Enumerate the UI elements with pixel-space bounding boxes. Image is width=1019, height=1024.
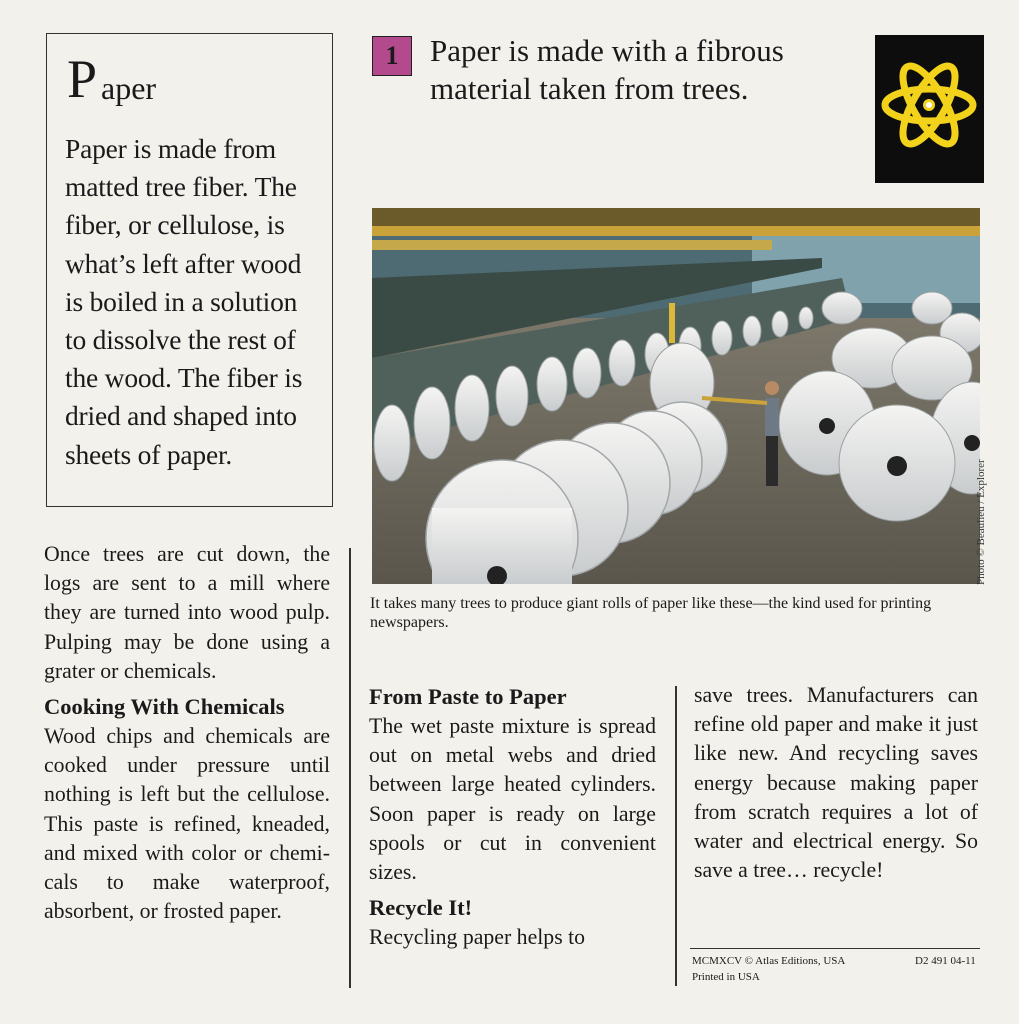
footer-divider	[690, 948, 980, 949]
recycle-paragraph-start: Recycling paper helps to	[369, 925, 586, 950]
photo-caption: It takes many trees to produce giant rolls of paper like these—the kind used for printing newspapers.	[370, 595, 932, 631]
middle-column	[369, 682, 656, 952]
title-box	[46, 33, 333, 507]
title-summary: Paper is made from matted tree fiber. The fiber, or cellulose, is what’s left after wood is boiled in a solution to dissolve the rest of the wood. The fiber is dried and shaped into sheets of paper.	[65, 133, 303, 470]
right-column	[694, 681, 978, 885]
title-rest: aper	[101, 70, 157, 106]
section-heading-paste: From Paste to Paper	[369, 684, 567, 709]
title-initial: P	[67, 49, 98, 109]
photo-credit: Photo © Beaulieu / Explorer	[975, 459, 987, 585]
section-heading-recycle: Recycle It!	[369, 895, 473, 921]
footer-copyright	[692, 953, 845, 985]
atom-icon	[875, 35, 984, 183]
copyright-line: MCMXCV © Atlas Editions, USA	[692, 955, 846, 967]
paste-paragraph: The wet paste mixture is spread out on metal webs and dried between large heated cylinders. Soon paper is ready on large spools or cut in convenient sizes.	[369, 714, 656, 885]
card-headline: Paper is made with a fibrous material taken from trees.	[430, 33, 784, 106]
recycle-paragraph-end: save trees. Manufacturers can refine old paper and make it just like new. And recycling saves energy because making paper from scratch requires a lot of water and electrical energy. So save a tree… recycle!	[694, 683, 978, 883]
card-number-badge: 1	[372, 36, 412, 76]
section-heading-cooking: Cooking With Chemicals	[44, 694, 285, 720]
column-divider	[349, 548, 351, 988]
cooking-paragraph: Wood chips and chemicals are cooked under pressure until nothing is left but the cellulose. This paste is refined, kneaded, and mixed with color or chemi-cals to make waterproof, absorbent, or frosted paper.	[44, 724, 330, 924]
intro-paragraph: Once trees are cut down, the logs are sent to a mill where they are turned into wood pulp. Pulping may be done using a grater or chemicals.	[44, 542, 330, 683]
column-divider	[675, 686, 677, 986]
printed-line: Printed in USA	[692, 971, 760, 983]
paper-rolls-photo	[372, 208, 980, 584]
left-column	[44, 540, 330, 926]
card-code: D2 491 04-11	[915, 955, 976, 967]
